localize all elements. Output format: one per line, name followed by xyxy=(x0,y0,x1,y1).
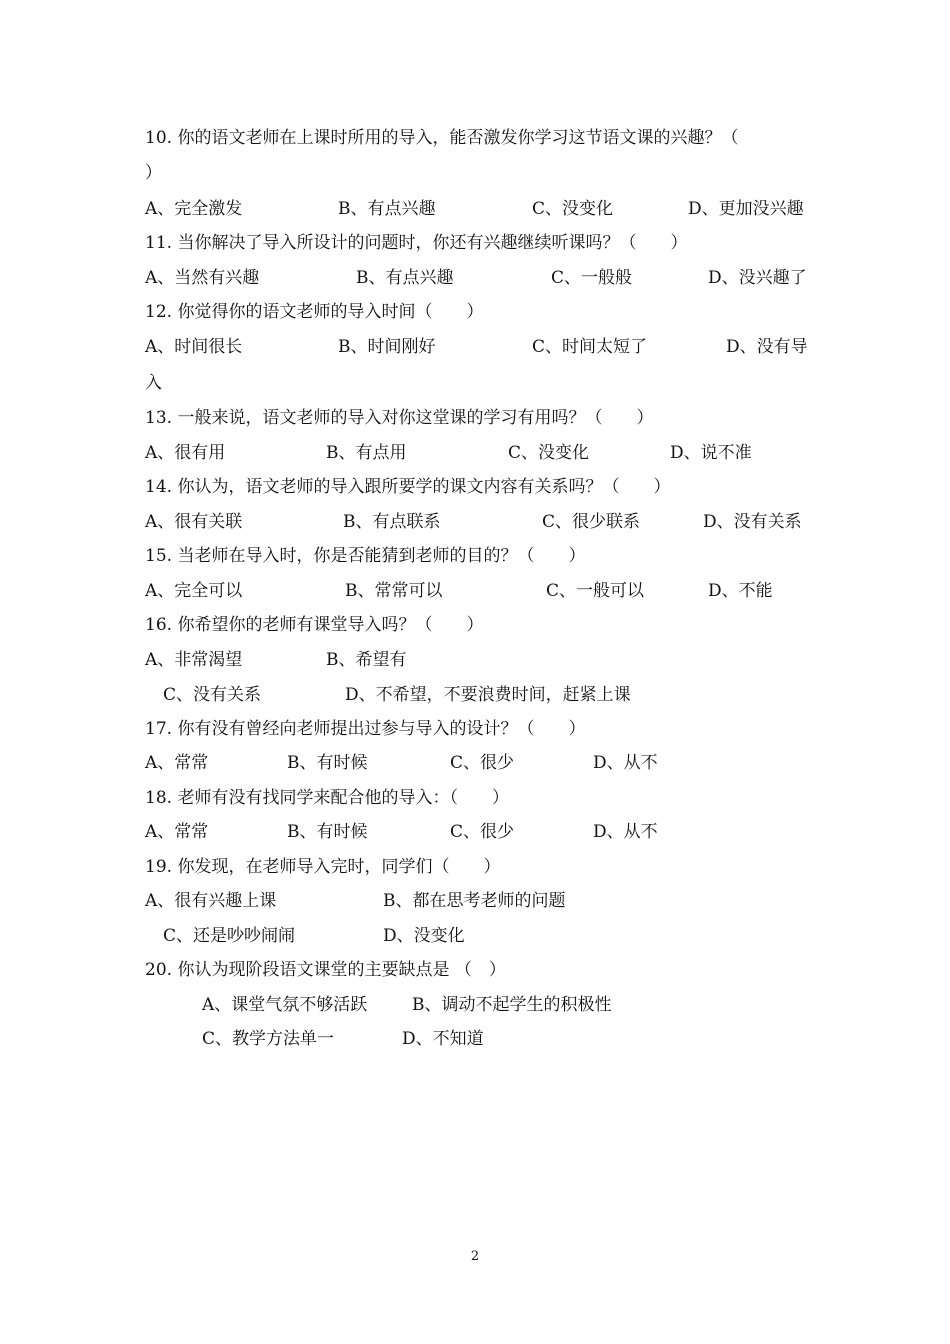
question-19-option-a: A、很有兴趣上课 xyxy=(145,891,277,911)
question-11-option-d: D、没兴趣了 xyxy=(708,268,807,288)
question-12-option-b: B、时间刚好 xyxy=(338,337,436,357)
question-12-option-c: C、时间太短了 xyxy=(532,337,648,357)
question-14-option-b: B、有点联系 xyxy=(343,512,441,532)
question-18-stem: 18. 老师有没有找同学来配合他的导入：（ ） xyxy=(145,788,509,808)
question-18-option-b: B、有时候 xyxy=(287,822,368,842)
question-20-option-c: C、教学方法单一 xyxy=(202,1029,335,1049)
question-12-option-a: A、时间很长 xyxy=(145,337,243,357)
question-11-option-c: C、一般般 xyxy=(551,268,633,288)
question-19-option-d: D、没变化 xyxy=(383,926,465,946)
question-16-option-d: D、不希望，不要浪费时间，赶紧上课 xyxy=(345,685,631,705)
question-13-stem: 13. 一般来说，语文老师的导入对你这堂课的学习有用吗？（ ） xyxy=(145,408,654,428)
question-16-option-c: C、没有关系 xyxy=(163,685,262,705)
question-13-option-b: B、有点用 xyxy=(326,443,407,463)
question-16-option-a: A、非常渴望 xyxy=(145,650,243,670)
question-12-option-d: D、没有导 xyxy=(726,337,808,357)
question-10-option-d: D、更加没兴趣 xyxy=(688,199,804,219)
question-17-option-d: D、从不 xyxy=(593,753,658,773)
question-15-option-b: B、常常可以 xyxy=(345,581,443,601)
question-20-option-d: D、不知道 xyxy=(402,1029,484,1049)
question-15-option-a: A、完全可以 xyxy=(145,581,243,601)
page-number: 2 xyxy=(470,1249,480,1264)
question-14-option-c: C、很少联系 xyxy=(542,512,641,532)
question-18-option-c: C、很少 xyxy=(450,822,515,842)
question-13-option-c: C、没变化 xyxy=(508,443,590,463)
question-10-option-b: B、有点兴趣 xyxy=(338,199,436,219)
question-20-stem: 20. 你认为现阶段语文课堂的主要缺点是 （ ） xyxy=(145,960,506,980)
question-17-option-b: B、有时候 xyxy=(287,753,368,773)
question-20-option-a: A、课堂气氛不够活跃 xyxy=(202,995,368,1015)
question-20-option-b: B、调动不起学生的积极性 xyxy=(412,995,612,1015)
question-10-stem: 10. 你的语文老师在上课时所用的导入，能否激发你学习这节语文课的兴趣？（ xyxy=(145,128,739,148)
question-10-option-a: A、完全激发 xyxy=(145,199,243,219)
question-10-stem-continuation: ） xyxy=(145,163,162,183)
question-12-option-d-continuation: 入 xyxy=(145,373,162,393)
question-17-option-a: A、常常 xyxy=(145,753,209,773)
question-19-option-b: B、都在思考老师的问题 xyxy=(383,891,566,911)
question-14-stem: 14. 你认为，语文老师的导入跟所要学的课文内容有关系吗？（ ） xyxy=(145,477,671,497)
question-13-option-d: D、说不准 xyxy=(670,443,752,463)
question-18-option-a: A、常常 xyxy=(145,822,209,842)
question-11-stem: 11. 当你解决了导入所设计的问题时，你还有兴趣继续听课吗？（ ） xyxy=(145,233,688,253)
question-17-option-c: C、很少 xyxy=(450,753,515,773)
question-10-option-c: C、没变化 xyxy=(532,199,614,219)
question-12-stem: 12. 你觉得你的语文老师的导入时间（ ） xyxy=(145,302,484,322)
question-17-stem: 17. 你有没有曾经向老师提出过参与导入的设计？（ ） xyxy=(145,719,586,739)
question-16-option-b: B、希望有 xyxy=(326,650,407,670)
question-19-stem: 19. 你发现，在老师导入完时，同学们（ ） xyxy=(145,857,501,877)
question-11-option-b: B、有点兴趣 xyxy=(356,268,454,288)
question-13-option-a: A、很有用 xyxy=(145,443,226,463)
question-15-option-d: D、不能 xyxy=(708,581,773,601)
question-15-option-c: C、一般可以 xyxy=(546,581,645,601)
question-15-stem: 15. 当老师在导入时，你是否能猜到老师的目的？（ ） xyxy=(145,546,586,566)
question-16-stem: 16. 你希望你的老师有课堂导入吗？（ ） xyxy=(145,615,484,635)
question-14-option-d: D、没有关系 xyxy=(703,512,802,532)
question-11-option-a: A、当然有兴趣 xyxy=(145,268,260,288)
question-19-option-c: C、还是吵吵闹闹 xyxy=(163,926,296,946)
question-14-option-a: A、很有关联 xyxy=(145,512,243,532)
question-18-option-d: D、从不 xyxy=(593,822,658,842)
